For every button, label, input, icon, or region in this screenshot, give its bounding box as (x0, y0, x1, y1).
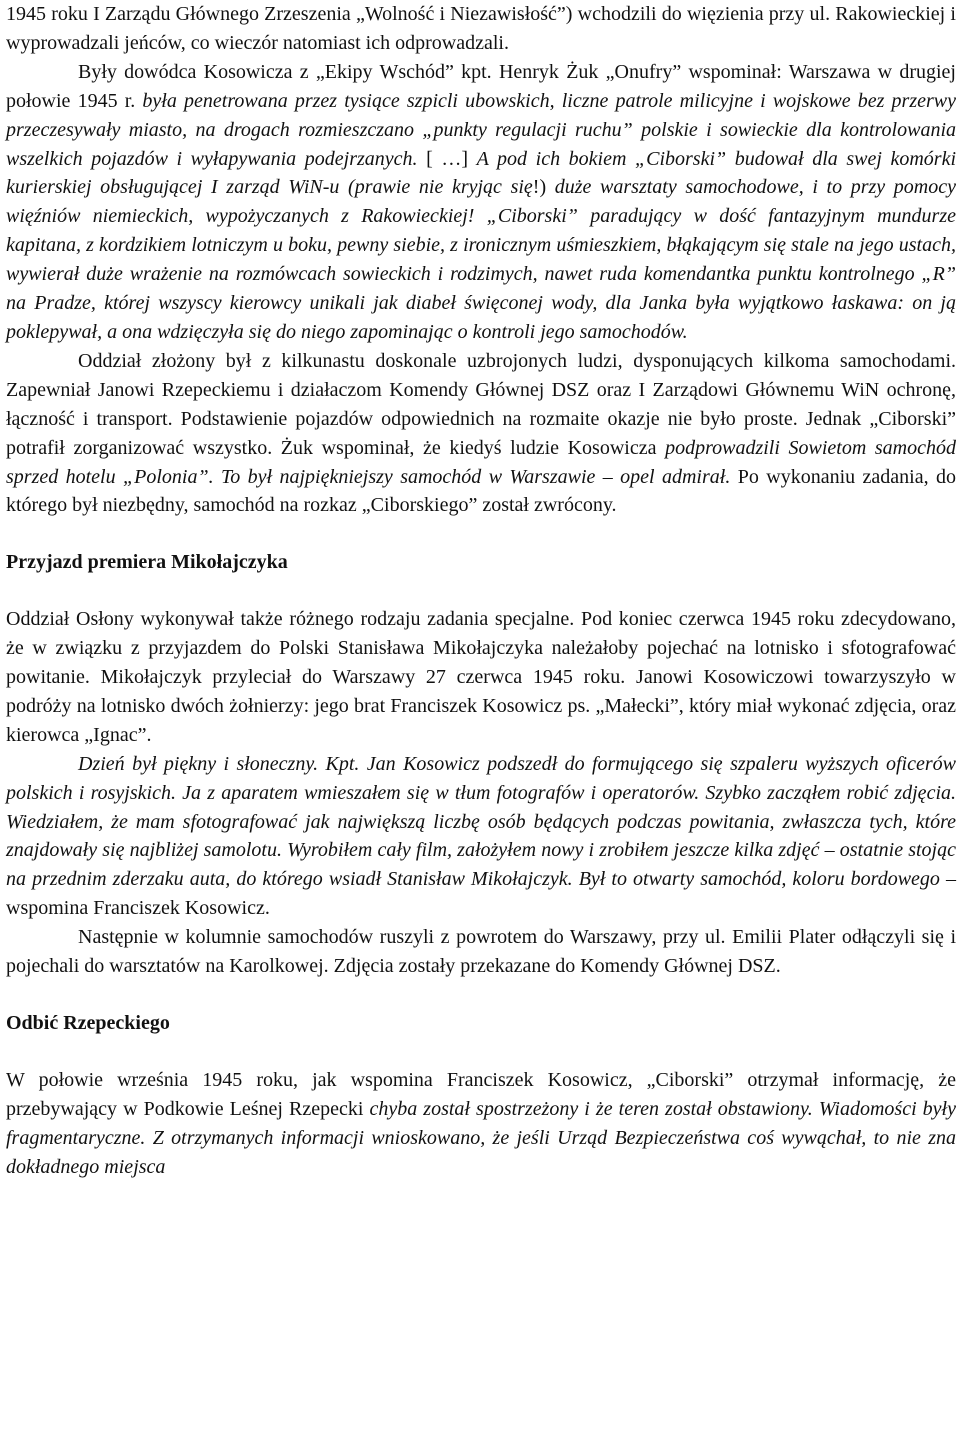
paragraph-return-to-warsaw (6, 923, 956, 981)
text: W połowie września 1945 roku, jak wspomina Franciszek Kosowicz, „Ciborski” otrzymał informację, że przebywający w Podkowie Leśnej Rzepecki (6, 1068, 956, 1120)
text: Oddział złożony był z kilkunastu doskonale uzbrojonych ludzi, dysponujących kilkoma samochodami. Zapewniał Janowi Rzepeckiemu i działaczom Komendy Głównej DSZ oraz I Zarządowi Głównemu WiN ochronę, łączność i transport. Podstawienie pojazdów odpowiednich na rozmaite okazje nie było proste. Jednak „Ciborski” potrafił zorganizować wszystko. Żuk wspominał, że kiedyś ludzie Kosowicza (6, 349, 956, 459)
text: Po wykonaniu zadania, do którego był niezbędny, samochód na rozkaz „Ciborskiego” został zwrócony. (6, 465, 956, 517)
quote-text: A pod ich bokiem „Ciborski” budował dla swej komórki kurierskiej obsługującej I zarząd WiN-u (prawie nie kryjąc się (6, 147, 957, 199)
text: Następnie w kolumnie samochodów ruszyli z powrotem do Warszawy, przy ul. Emilii Plater odłączyli się i pojechali do warsztatów na Karolkowej. Zdjęcia zostały przekazane do Komendy Głównej DSZ. (6, 926, 956, 978)
quote-text: chyba został spostrzeżony i że teren został obstawiony. Wiadomości były fragmentaryczne. Z otrzymanych informacji wnioskowano, że jeśli Urząd Bezpieczeństwa coś wywąchał, to nie zna dokładnego miejsca (6, 1097, 956, 1178)
quote-text: Dzień był piękny i słoneczny. Kpt. Jan Kosowicz podszedł do formującego się szpaleru wyższych oficerów polskich i rosyjskich. Ja z aparatem wmieszałem się w tłum fotografów i operatorów. Szybko zacząłem robić zdjęcia. Wiedziałem, że mam sfotografować jak największą liczbę osób będących podczas powitania, zwłaszcza tych, które znajdowały się najbliżej samolotu. Wyrobiłem cały film, założyłem nowy i zrobiłem jeszcze kilka zdjęć – ostatnie stojąc na przednim zderzaku auta, do którego wsiadł Stanisław Mikołajczyk. Był to otwarty samochód, koloru bordowego (6, 752, 956, 891)
paragraph-airport-recollection (6, 750, 956, 923)
text: !) (532, 176, 555, 199)
quote-text: podprowadzili Sowietom samochód sprzed hotelu „Polonia”. To był najpiękniejszy samochód w Warszawie – opel admirał. (6, 436, 956, 488)
paragraph-september-1945 (6, 1066, 956, 1182)
text: [ …] (417, 147, 477, 170)
text: 1945 roku I Zarządu Głównego Zrzeszenia „Wolność i Niezawisłość”) wchodzili do więzienia przy ul. Rakowieckiej i wyprowadzali jeńców, co wieczór natomiast ich odprowadzali. (6, 3, 956, 54)
quote-text: duże warsztaty samochodowe, i to przy pomocy więźniów niemieckich, wypożyczanych z Rakowieckiej! „Ciborski” paradujący w dość fantazyjnym mundurze kapitana, z kordzikiem lotniczym u boku, pewny siebie, z ironicznym uśmieszkiem, błąkającym się stale na jego ustach, wywierał duże wrażenie na rozmówcach sowieckich i rodzimych, nawet ruda komendantka punktu kontrolnego „R” na Pradze, której wszyscy kierowcy unikali jak diabeł święconej wody, dla Janka była wyjątkowo łaskawa: on ją poklepywał, a ona wdzięczyła się do niego zapominając o kontroli jego samochodów. (6, 176, 956, 343)
paragraph-zuk-recollection (6, 58, 956, 347)
paragraph-prison-visits (6, 0, 956, 58)
paragraph-special-tasks (6, 605, 956, 750)
quote-text: była penetrowana przez tysiące szpicli ubowskich, liczne patrole milicyjne i wojskowe bez przerwy przeczesywały miasto, na drogach rozmieszczano „punkty regulacji ruchu” polskie i sowieckie dla kontrolowania wszelkich pojazdów i wyłapywania podejrzanych. (6, 89, 956, 170)
section-heading-rzepecki: Odbić Rzepeckiego (6, 1012, 170, 1034)
paragraph-unit-composition (6, 347, 956, 520)
text: Oddział Osłony wykonywał także różnego rodzaju zadania specjalne. Pod koniec czerwca 1945 roku zdecydowano, że w związku z przyjazdem do Polski Stanisława Mikołajczyka należałoby pojechać na lotnisko i sfotografować powitanie. Mikołajczyk przyleciał do Warszawy 27 czerwca 1945 roku. Janowi Kosowiczowi towarzyszyło w podróży na lotnisko dwóch żołnierzy: jego brat Franciszek Kosowicz ps. „Małecki”, który miał wykonać zdjęcia, oraz kierowca „Ignac”. (6, 608, 956, 746)
text: Były dowódca Kosowicza z „Ekipy Wschód” kpt. Henryk Żuk „Onufry” wspominał: Warszawa w drugiej połowie 1945 r. (6, 60, 956, 112)
section-heading-mikolajczyk: Przyjazd premiera Mikołajczyka (6, 551, 288, 574)
text: – wspomina Franciszek Kosowicz. (6, 868, 957, 920)
